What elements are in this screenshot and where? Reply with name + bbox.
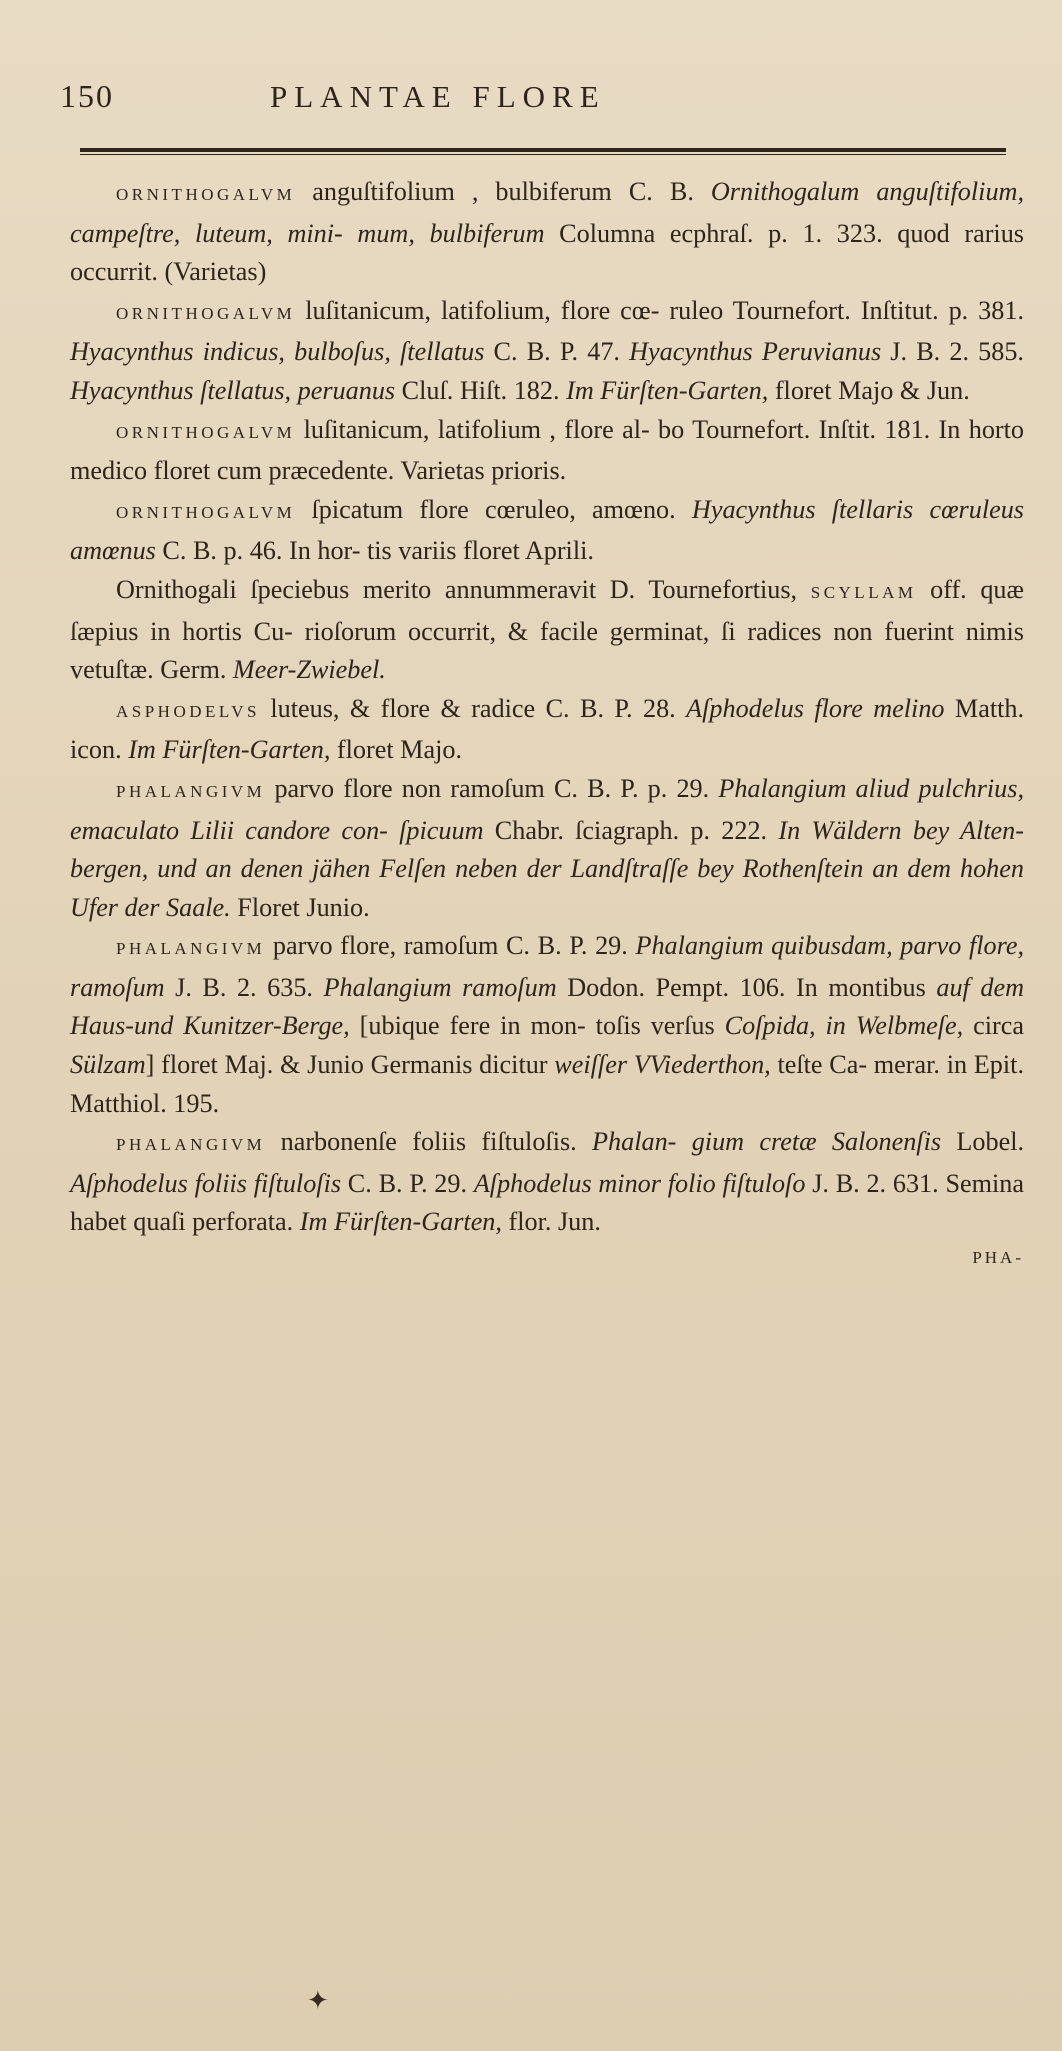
genus-name: ORNITHOGALVM bbox=[116, 502, 296, 522]
text-segment: luteus, & flore & radice C. B. P. 28. bbox=[259, 693, 687, 723]
genus-name: ORNITHOGALVM bbox=[116, 185, 296, 204]
italic-segment: auf dem Haus-und Kunitzer-Berge, bbox=[70, 972, 1024, 1041]
entry-paragraph bbox=[70, 571, 1024, 690]
entry-paragraph bbox=[70, 411, 1024, 491]
text-segment: anguſtifolium , bulbiferum C. B. bbox=[295, 177, 711, 206]
text-segment: Floret Junio. bbox=[230, 892, 370, 922]
page-header bbox=[60, 78, 1024, 118]
entry-paragraph bbox=[70, 173, 1024, 292]
italic-segment: Hyacynthus ſtellaris cœruleus amœnus bbox=[70, 494, 1025, 566]
genus-name: ORNITHOGALVM bbox=[116, 303, 296, 323]
text-segment: Ornithogali ſpeciebus merito annummeravit D. Tournefortius, bbox=[116, 574, 811, 604]
italic-segment: Aſphodelus foliis fiſtuloſis bbox=[70, 1168, 342, 1198]
italic-segment: In Wäldern bey Alten- bergen, und an denen jähen Felſen neben der Landſtraſſe bey Rothenſtein an dem hohen Ufer der Saale. bbox=[70, 815, 1024, 922]
text-segment: floret Majo & Jun. bbox=[768, 375, 970, 405]
text-segment: C. B. P. 47. bbox=[484, 337, 630, 367]
italic-segment: Hyacynthus ſtellatus, peruanus bbox=[70, 375, 396, 405]
italic-segment: Im Fürſten-Garten, bbox=[566, 375, 769, 405]
catchword: PHA- bbox=[972, 1248, 1024, 1268]
text-segment: ſpicatum flore cœruleo, amœno. bbox=[295, 494, 692, 524]
genus-name: PHALANGIVM bbox=[116, 939, 266, 959]
entry-paragraph bbox=[70, 292, 1024, 411]
text-segment: Columna ecphraſ. p. 1. 323. quod rarius occurrit. (Varietas) bbox=[70, 218, 1024, 287]
italic-segment: Im Fürſten-Garten, bbox=[299, 1207, 502, 1237]
text-segment: narbonenſe foliis fiſtuloſis. bbox=[265, 1127, 593, 1157]
text-segment: ] floret Maj. & Junio Germanis dicitur bbox=[145, 1050, 555, 1080]
text-segment: parvo flore, ramoſum C. B. P. 29. bbox=[265, 931, 636, 961]
genus-name: ASPHODELVS bbox=[116, 701, 260, 721]
text-segment: Cluſ. Hiſt. 182. bbox=[395, 375, 567, 405]
text-segment: J. B. 2. 631. Semina habet quaſi perforata. bbox=[70, 1168, 1024, 1237]
italic-segment: Phalangium quibusdam, parvo flore, ramoſum bbox=[70, 931, 1025, 1002]
italic-segment: Sülzam bbox=[70, 1050, 146, 1080]
italic-segment: Hyacynthus Peruvianus bbox=[629, 337, 882, 367]
entry-paragraph bbox=[70, 491, 1024, 571]
text-segment: C. B. p. 46. In hor- tis variis floret Aprili. bbox=[155, 536, 594, 566]
text-segment: teſte Ca- merar. in Epit. Matthiol. 195. bbox=[70, 1050, 1024, 1118]
italic-segment: Im Fürſten-Garten, bbox=[128, 735, 331, 765]
entry-paragraph bbox=[70, 690, 1024, 770]
text-segment: luſitanicum, latifolium, flore cœ- ruleo Tournefort. Inſtitut. p. 381. bbox=[295, 295, 1024, 325]
entries-body bbox=[70, 173, 1024, 1242]
ink-speck: ✦ bbox=[307, 1986, 329, 2016]
entry-paragraph bbox=[70, 770, 1024, 927]
text-segment: parvo flore non ramoſum C. B. P. p. 29. bbox=[265, 773, 719, 803]
smallcaps-segment: SCYLLAM bbox=[810, 582, 917, 602]
text-segment: circa bbox=[963, 1011, 1024, 1041]
running-title: PLANTAE FLORE bbox=[270, 79, 606, 114]
page-number: 150 bbox=[60, 78, 114, 114]
genus-name: ORNITHOGALVM bbox=[116, 422, 296, 442]
text-segment: flor. Jun. bbox=[501, 1207, 601, 1237]
italic-segment: Ornithogalum anguſtifolium, campeſtre, luteum, mini- mum, bulbiferum bbox=[70, 177, 1024, 248]
italic-segment: Aſphodelus flore melino bbox=[686, 693, 945, 723]
italic-segment: Meer-Zwiebel. bbox=[232, 655, 386, 685]
header-rule bbox=[80, 148, 1006, 155]
italic-segment: weiſſer VViederthon, bbox=[554, 1050, 771, 1080]
italic-segment: Phalangium aliud pulchrius, emaculato Lilii candore con- ſpicuum bbox=[70, 773, 1024, 845]
text-segment: luſitanicum, latifolium , flore al- bo Tournefort. Inſtit. 181. In horto medico floret cum præcedente. Varietas prioris. bbox=[70, 414, 1024, 486]
text-segment: Lobel. bbox=[941, 1127, 1025, 1157]
italic-segment: Phalangium ramoſum bbox=[323, 972, 557, 1002]
text-segment: Dodon. Pempt. 106. In montibus bbox=[556, 972, 937, 1002]
text-segment: Chabr. ſciagraph. p. 222. bbox=[483, 815, 779, 845]
text-segment: C. B. P. 29. bbox=[341, 1168, 474, 1198]
italic-segment: Hyacynthus indicus, bulboſus, ſtellatus bbox=[70, 337, 485, 367]
italic-segment: Coſpida, in Welbmeſe, bbox=[724, 1011, 964, 1041]
italic-segment: Phalan- gium cretæ Salonenſis bbox=[592, 1127, 942, 1157]
text-segment: [ubique fere in mon- toſis verſus bbox=[349, 1011, 725, 1041]
text-segment: off. quæ ſæpius in hortis Cu- rioſorum occurrit, & facile germinat, ſi radices non fuerint nimis vetuſtæ. Germ. bbox=[70, 574, 1024, 685]
genus-name: PHALANGIVM bbox=[116, 1135, 266, 1155]
text-segment: J. B. 2. 585. bbox=[881, 337, 1024, 367]
text-segment: J. B. 2. 635. bbox=[164, 972, 324, 1002]
text-segment: Matth. icon. bbox=[70, 693, 1025, 765]
italic-segment: Aſphodelus minor folio fiſtuloſo bbox=[473, 1168, 806, 1198]
text-segment: floret Majo. bbox=[330, 735, 463, 765]
genus-name: PHALANGIVM bbox=[116, 781, 266, 801]
entry-paragraph bbox=[70, 1123, 1024, 1242]
entry-paragraph bbox=[70, 927, 1024, 1123]
